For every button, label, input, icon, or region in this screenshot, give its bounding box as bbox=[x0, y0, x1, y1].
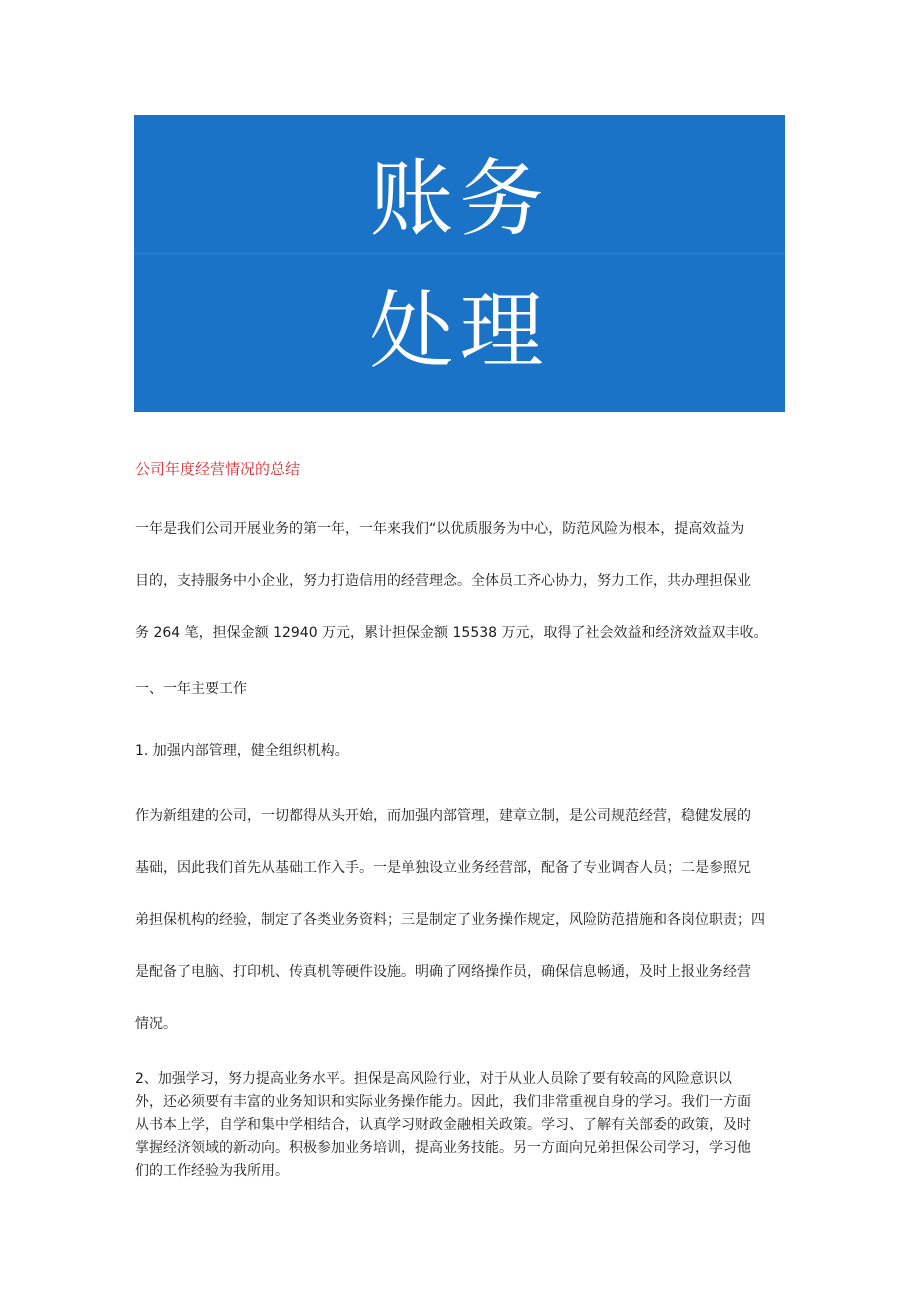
intro-line: 目的，支持服务中小企业，努力打造信用的经营理念。全体员工齐心协力，努力工作，共办理担保业 bbox=[135, 573, 751, 589]
title-banner bbox=[134, 115, 785, 412]
banner-title-line-2: 处理 bbox=[369, 282, 550, 380]
management-line: 弟担保机构的经验，制定了各类业务资料；三是制定了业务操作规定，风险防范措施和各岗位职责；四 bbox=[135, 912, 765, 928]
intro-line: 务 264 笔，担保金额 12940 万元，累计担保金额 15538 万元，取得了社会效益和经济效益双丰收。 bbox=[135, 625, 768, 641]
management-line: 基础，因此我们首先从基础工作入手。一是单独设立业务经营部，配备了专业调杳人员；二是参照兄 bbox=[135, 860, 751, 876]
section-title: 一、一年主要工作 bbox=[135, 681, 247, 697]
subsection-title: 1. 加强内部管理，健全组织机构。 bbox=[135, 743, 349, 759]
management-line: 情况。 bbox=[135, 1016, 177, 1032]
study-line: 们的工作经验为我所用。 bbox=[135, 1163, 289, 1179]
banner-divider bbox=[134, 253, 785, 254]
banner-title-line-1: 账务 bbox=[369, 150, 550, 248]
intro-line: 一年是我们公司开展业务的第一年，一年来我们“以优质服务为中心，防范风险为根本，提高效益为 bbox=[135, 521, 745, 537]
study-line: 外，还必须要有丰富的业务知识和实际业务操作能力。因此，我们非常重视自身的学习。我们一方面 bbox=[135, 1094, 751, 1110]
study-line: 2、加强学习，努力提高业务水平。担保是高风险行业，对于从业人员除了要有较高的风险意识以 bbox=[135, 1071, 732, 1087]
management-paragraph bbox=[135, 790, 787, 1050]
study-line: 从书本上学，自学和集中学相结合，认真学习财政金融相关政策。学习、了解有关部委的政策，及时 bbox=[135, 1117, 751, 1133]
document-heading: 公司年度经营情况的总结 bbox=[135, 460, 301, 478]
management-line: 作为新组建的公司，一切都得从头开始，而加强内部管理，建章立制，是公司规范经营，稳健发展的 bbox=[135, 808, 751, 824]
study-line: 掌握经济领域的新动向。积极参加业务培训，提高业务技能。另一方面向兄弟担保公司学习，学习他 bbox=[135, 1140, 751, 1156]
management-line: 是配备了电脑、打印机、传真机等硬件设施。明确了网络操作员，确保信息畅通，及时上报业务经营 bbox=[135, 964, 751, 980]
intro-paragraph bbox=[135, 503, 787, 659]
study-paragraph bbox=[135, 1068, 787, 1183]
